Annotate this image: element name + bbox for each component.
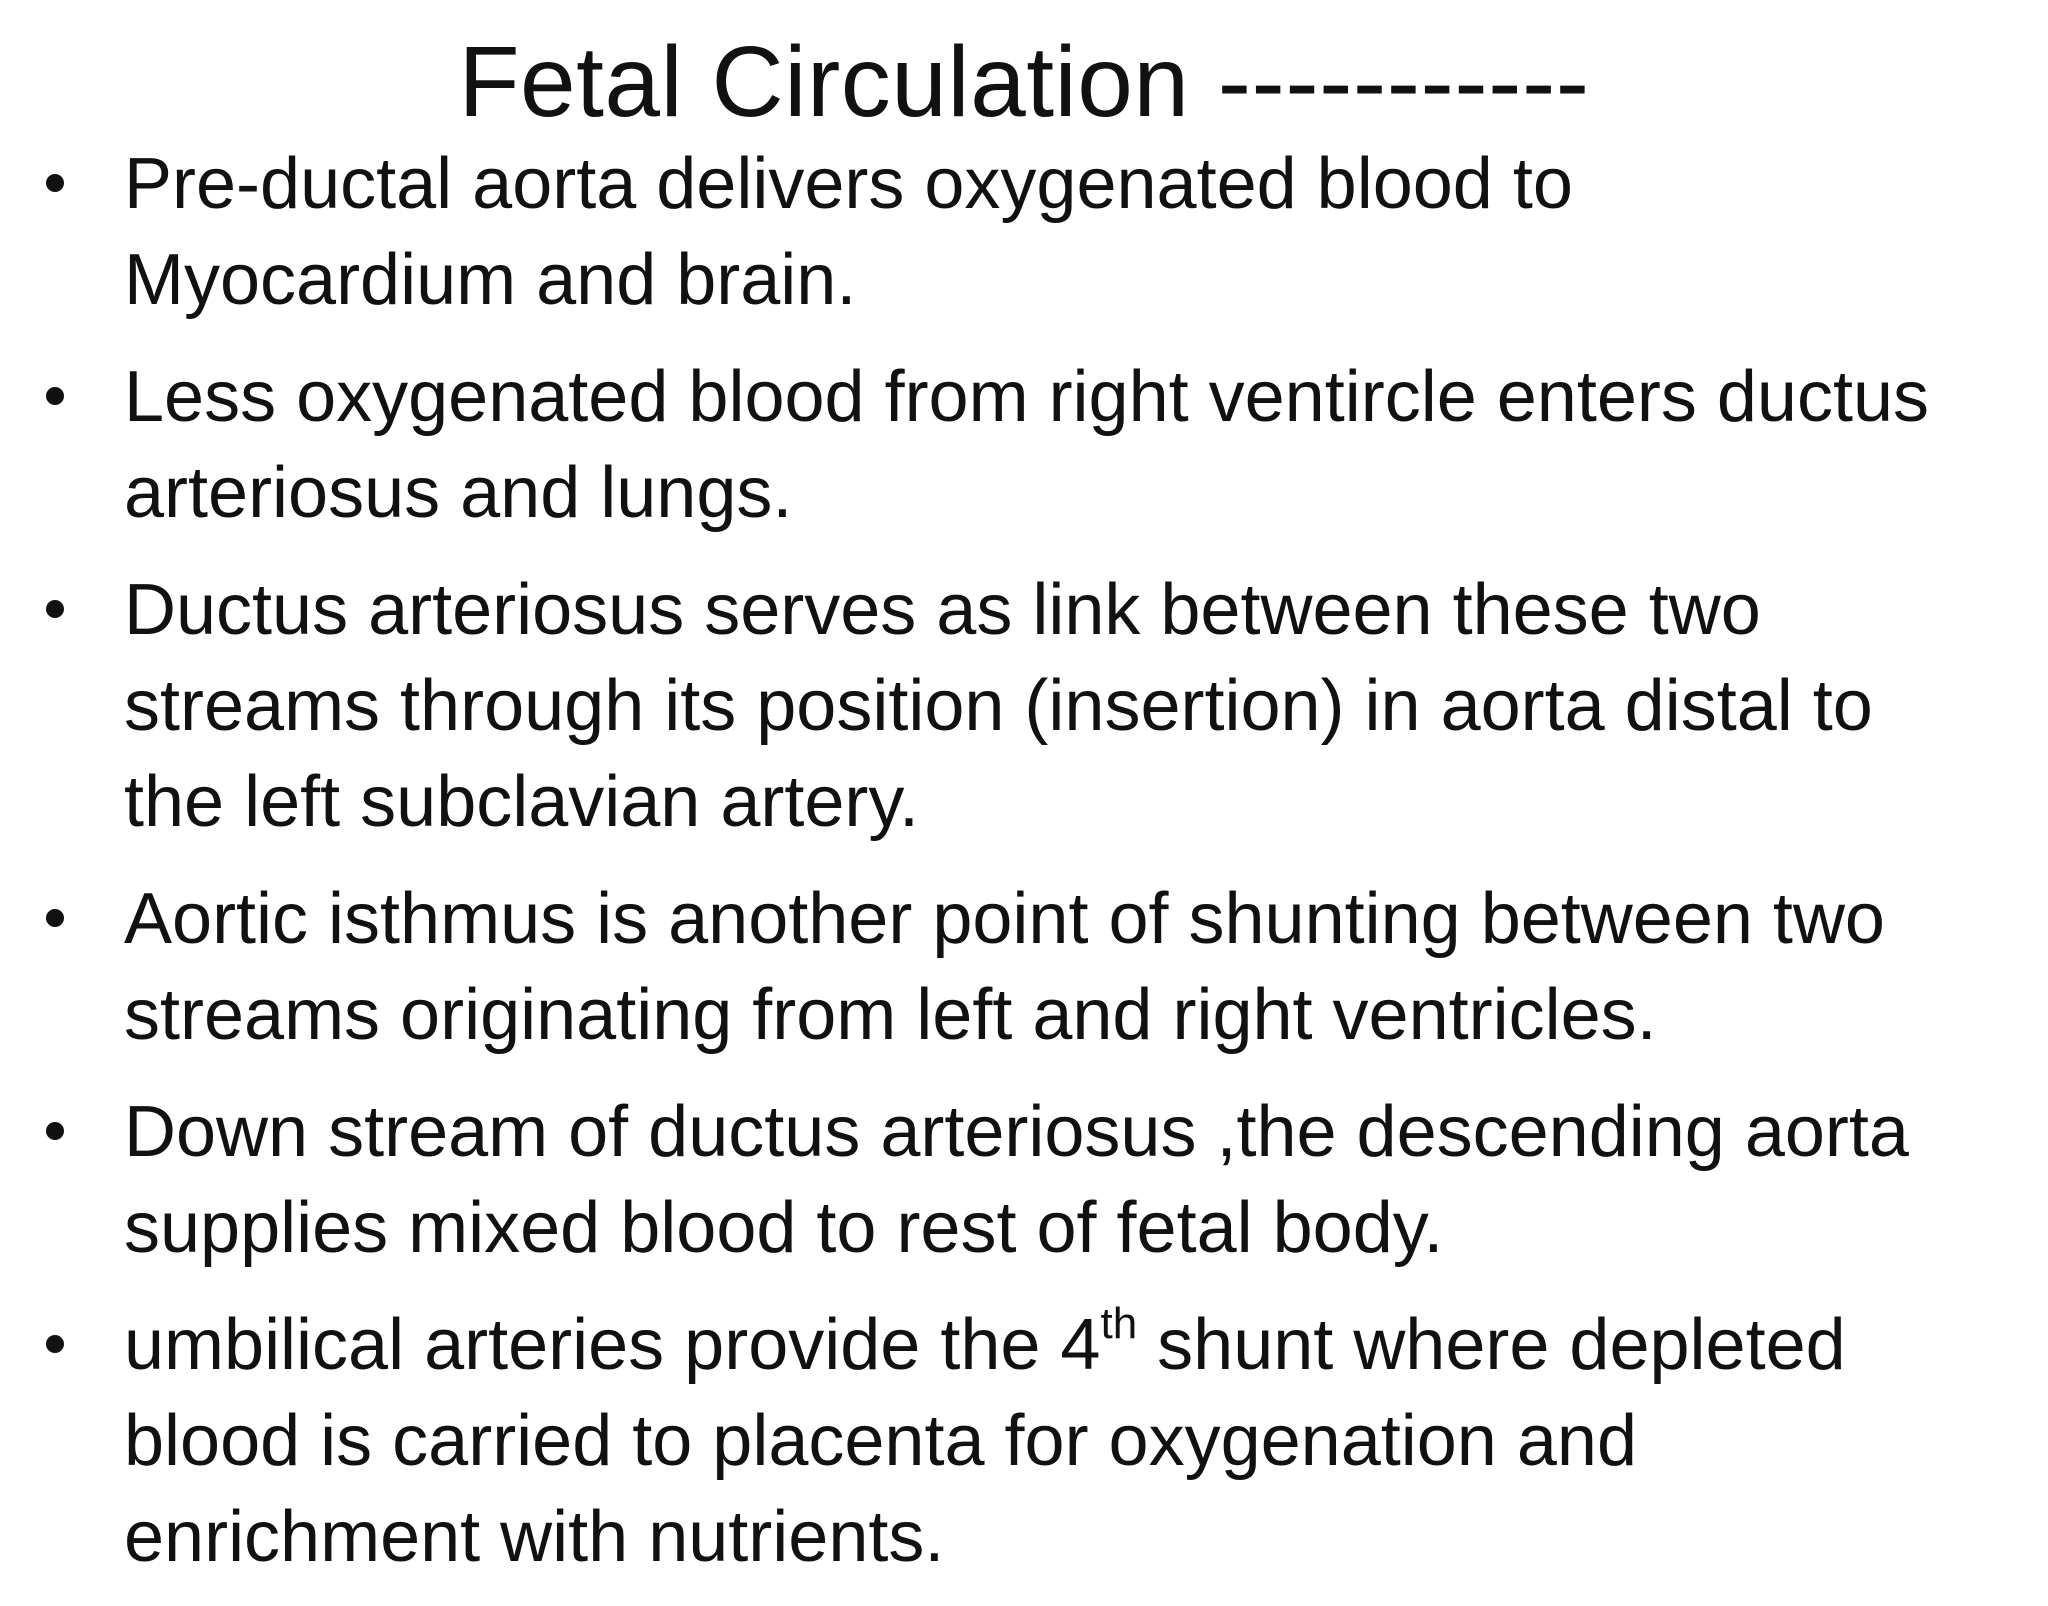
bullet-line: blood is carried to placenta for oxygenation and: [124, 1401, 1637, 1481]
bullet-line: streams through its position (insertion) in aorta distal to: [124, 666, 1873, 746]
bullet-item: [0, 136, 2048, 328]
bullet-dot-icon: [46, 174, 64, 192]
bullet-text-after-sup: shunt where depleted: [1137, 1305, 1846, 1385]
bullet-dot-icon: [46, 909, 64, 927]
bullet-line: Myocardium and brain.: [124, 240, 857, 320]
bullet-dot-icon: [46, 600, 64, 618]
bullet-line: enrichment with nutrients.: [124, 1497, 945, 1577]
bullet-item: [0, 562, 2048, 850]
bullet-line: Down stream of ductus arteriosus ,the descending aorta: [124, 1092, 1909, 1172]
bullet-dot-icon: [46, 387, 64, 405]
bullet-line: Aortic isthmus is another point of shunting between two: [124, 879, 1885, 959]
bullet-line: Less oxygenated blood from right ventircle enters ductus: [124, 357, 1929, 437]
bullet-line: streams originating from left and right ventricles.: [124, 975, 1657, 1055]
bullet-line: supplies mixed blood to rest of fetal body.: [124, 1188, 1444, 1268]
bullet-text-before-sup: umbilical arteries provide the 4: [124, 1305, 1101, 1385]
bullet-line: arteriosus and lungs.: [124, 453, 793, 533]
bullet-line: the left subclavian artery.: [124, 762, 920, 842]
bullet-item: [0, 1084, 2048, 1276]
bullet-item: [0, 871, 2048, 1063]
bullet-line-with-superscript: [124, 1297, 2028, 1393]
bullet-item: [0, 349, 2048, 541]
bullet-line: Ductus arteriosus serves as link between these two: [124, 570, 1761, 650]
bullet-dot-icon: [46, 1335, 64, 1353]
bullet-item: [0, 1297, 2048, 1585]
slide-title: Fetal Circulation -----------: [458, 26, 1590, 138]
bullet-dot-icon: [46, 1122, 64, 1140]
bullet-line: Pre-ductal aorta delivers oxygenated blood to: [124, 144, 1573, 224]
ordinal-superscript: th: [1100, 1299, 1138, 1348]
bullet-list: [0, 136, 2048, 1606]
